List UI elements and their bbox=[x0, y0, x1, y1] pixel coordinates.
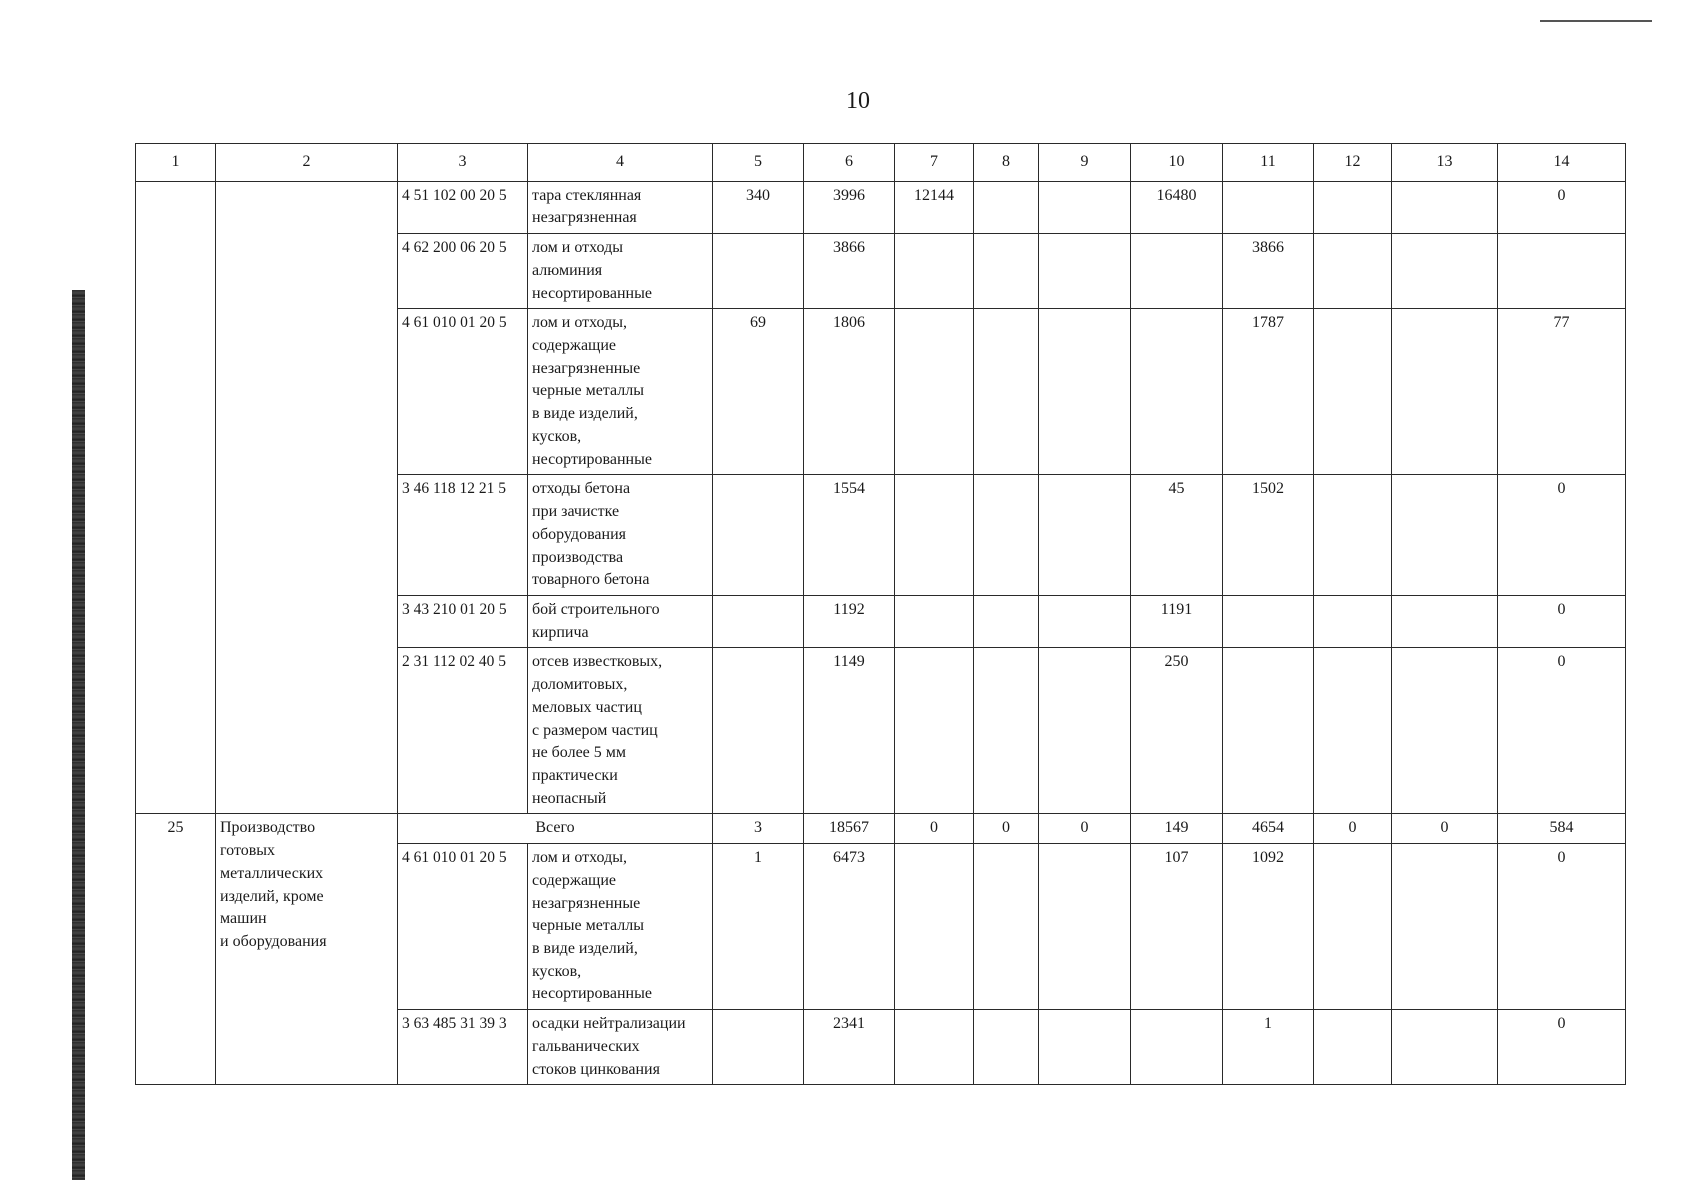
value-col-8 bbox=[974, 309, 1039, 475]
value-col-5 bbox=[713, 595, 804, 647]
waste-name-line: черные металлы bbox=[532, 917, 644, 935]
value-col-11: 1502 bbox=[1223, 475, 1314, 596]
value-col-14: 0 bbox=[1498, 1010, 1626, 1085]
value-col-5: 340 bbox=[713, 181, 804, 233]
waste-name-line: производства bbox=[532, 548, 624, 566]
value-col-6: 6473 bbox=[804, 844, 895, 1010]
row-number-cell bbox=[136, 181, 216, 814]
value-col-7: 0 bbox=[895, 814, 974, 844]
waste-name-line: незагрязненные bbox=[532, 894, 641, 912]
value-col-7: 12144 bbox=[895, 181, 974, 233]
waste-name-line: стоков цинкования bbox=[532, 1060, 660, 1078]
value-col-11 bbox=[1223, 181, 1314, 233]
waste-name-line: доломитовых, bbox=[532, 676, 628, 694]
value-col-13 bbox=[1392, 309, 1498, 475]
header-col-4: 4 bbox=[528, 144, 713, 182]
header-row bbox=[136, 144, 1626, 182]
waste-code: 4 61 010 01 20 5 bbox=[398, 844, 528, 1010]
value-col-8 bbox=[974, 475, 1039, 596]
value-col-11: 1787 bbox=[1223, 309, 1314, 475]
value-col-5: 1 bbox=[713, 844, 804, 1010]
value-col-6: 2341 bbox=[804, 1010, 895, 1085]
total-row bbox=[136, 814, 1626, 844]
activity-line: металлических bbox=[220, 864, 324, 882]
value-col-12 bbox=[1314, 648, 1392, 814]
waste-name-line: лом и отходы, bbox=[532, 314, 627, 332]
value-col-11: 4654 bbox=[1223, 814, 1314, 844]
waste-name-line: черные металлы bbox=[532, 382, 644, 400]
value-col-9 bbox=[1039, 475, 1131, 596]
waste-name-line: в виде изделий, bbox=[532, 940, 638, 957]
waste-name-line: гальванических bbox=[532, 1037, 640, 1055]
value-col-12 bbox=[1314, 234, 1392, 309]
waste-name-line: тара стеклянная bbox=[532, 186, 642, 204]
value-col-7 bbox=[895, 475, 974, 596]
waste-name-line: не более 5 мм bbox=[532, 744, 627, 762]
value-col-12 bbox=[1314, 1010, 1392, 1085]
waste-name-line: отходы бетона bbox=[532, 480, 631, 498]
value-col-14: 77 bbox=[1498, 309, 1626, 475]
waste-name-line: практически bbox=[532, 766, 618, 784]
value-col-14: 584 bbox=[1498, 814, 1626, 844]
header-col-7: 7 bbox=[895, 144, 974, 182]
value-col-10: 45 bbox=[1131, 475, 1223, 596]
value-col-6: 18567 bbox=[804, 814, 895, 844]
value-col-13: 0 bbox=[1392, 814, 1498, 844]
waste-name-cell bbox=[528, 475, 713, 596]
value-col-10: 16480 bbox=[1131, 181, 1223, 233]
waste-name-line: с размером частиц bbox=[532, 721, 658, 739]
value-col-8 bbox=[974, 648, 1039, 814]
value-col-14: 0 bbox=[1498, 181, 1626, 233]
waste-name-line: содержащие bbox=[532, 871, 617, 889]
value-col-12 bbox=[1314, 475, 1392, 596]
waste-name-line: кусков, bbox=[532, 962, 582, 980]
value-col-13 bbox=[1392, 595, 1498, 647]
waste-name-line: неопасный bbox=[532, 789, 607, 807]
waste-name-line: оборудования bbox=[532, 525, 626, 543]
waste-name-line: алюминия bbox=[532, 261, 603, 279]
value-col-9: 0 bbox=[1039, 814, 1131, 844]
header-col-6: 6 bbox=[804, 144, 895, 182]
value-col-14: 0 bbox=[1498, 595, 1626, 647]
value-col-9 bbox=[1039, 234, 1131, 309]
activity-line: изделий, кроме bbox=[220, 887, 324, 905]
value-col-6: 1149 bbox=[804, 648, 895, 814]
value-col-10: 149 bbox=[1131, 814, 1223, 844]
header-col-9: 9 bbox=[1039, 144, 1131, 182]
value-col-11 bbox=[1223, 648, 1314, 814]
waste-name-line: несортированные bbox=[532, 985, 652, 1003]
scan-edge-shadow bbox=[72, 290, 85, 1180]
waste-name-line: несортированные bbox=[532, 284, 652, 302]
value-col-13 bbox=[1392, 234, 1498, 309]
value-col-11: 1 bbox=[1223, 1010, 1314, 1085]
activity-line: Производство bbox=[220, 819, 316, 837]
total-label: Всего bbox=[398, 814, 713, 844]
value-col-11: 3866 bbox=[1223, 234, 1314, 309]
value-col-7 bbox=[895, 595, 974, 647]
header-col-5: 5 bbox=[713, 144, 804, 182]
table-row bbox=[136, 181, 1626, 233]
waste-code: 4 51 102 00 20 5 bbox=[398, 181, 528, 233]
value-col-8 bbox=[974, 181, 1039, 233]
activity-line: готовых bbox=[220, 842, 276, 860]
value-col-8: 0 bbox=[974, 814, 1039, 844]
value-col-13 bbox=[1392, 1010, 1498, 1085]
waste-name-cell bbox=[528, 309, 713, 475]
value-col-6: 3866 bbox=[804, 234, 895, 309]
value-col-5: 3 bbox=[713, 814, 804, 844]
waste-code: 3 43 210 01 20 5 bbox=[398, 595, 528, 647]
waste-name-line: несортированные bbox=[532, 450, 652, 468]
value-col-9 bbox=[1039, 648, 1131, 814]
value-col-14: 0 bbox=[1498, 844, 1626, 1010]
header-col-13: 13 bbox=[1392, 144, 1498, 182]
waste-name-line: лом и отходы bbox=[532, 239, 623, 257]
waste-name-line: незагрязненные bbox=[532, 359, 641, 377]
waste-name-cell bbox=[528, 648, 713, 814]
value-col-9 bbox=[1039, 1010, 1131, 1085]
waste-name-line: бой строительного bbox=[532, 600, 660, 618]
value-col-7 bbox=[895, 648, 974, 814]
header-col-12: 12 bbox=[1314, 144, 1392, 182]
value-col-13 bbox=[1392, 181, 1498, 233]
value-col-6: 3996 bbox=[804, 181, 895, 233]
waste-name-line: при зачистке bbox=[532, 503, 620, 521]
waste-name-line: отсев известковых, bbox=[532, 653, 663, 671]
value-col-12 bbox=[1314, 309, 1392, 475]
value-col-13 bbox=[1392, 475, 1498, 596]
waste-code: 3 46 118 12 21 5 bbox=[398, 475, 528, 596]
value-col-13 bbox=[1392, 648, 1498, 814]
header-col-1: 1 bbox=[136, 144, 216, 182]
page-number: 10 bbox=[846, 88, 870, 114]
waste-name-line: незагрязненная bbox=[532, 209, 637, 227]
header-col-8: 8 bbox=[974, 144, 1039, 182]
header-col-14: 14 bbox=[1498, 144, 1626, 182]
waste-name-cell bbox=[528, 234, 713, 309]
waste-name-cell bbox=[528, 181, 713, 233]
value-col-5 bbox=[713, 234, 804, 309]
value-col-14: 0 bbox=[1498, 475, 1626, 596]
waste-name-cell bbox=[528, 1010, 713, 1085]
activity-cell bbox=[216, 181, 398, 814]
value-col-10 bbox=[1131, 1010, 1223, 1085]
waste-name-line: осадки нейтрализации bbox=[532, 1015, 686, 1033]
row-number-cell: 25 bbox=[136, 814, 216, 1085]
waste-name-line: меловых частиц bbox=[532, 698, 642, 716]
value-col-10: 107 bbox=[1131, 844, 1223, 1010]
value-col-9 bbox=[1039, 844, 1131, 1010]
value-col-5 bbox=[713, 1010, 804, 1085]
value-col-10 bbox=[1131, 309, 1223, 475]
value-col-6: 1192 bbox=[804, 595, 895, 647]
value-col-10: 1191 bbox=[1131, 595, 1223, 647]
header-col-11: 11 bbox=[1223, 144, 1314, 182]
top-rule bbox=[1540, 20, 1652, 22]
value-col-5 bbox=[713, 475, 804, 596]
waste-name-line: содержащие bbox=[532, 337, 617, 355]
waste-name-line: лом и отходы, bbox=[532, 849, 627, 867]
header-col-2: 2 bbox=[216, 144, 398, 182]
value-col-8 bbox=[974, 844, 1039, 1010]
waste-name-line: кусков, bbox=[532, 427, 582, 445]
value-col-5 bbox=[713, 648, 804, 814]
value-col-6: 1806 bbox=[804, 309, 895, 475]
value-col-14: 0 bbox=[1498, 648, 1626, 814]
value-col-10: 250 bbox=[1131, 648, 1223, 814]
value-col-8 bbox=[974, 595, 1039, 647]
value-col-12 bbox=[1314, 181, 1392, 233]
value-col-8 bbox=[974, 1010, 1039, 1085]
value-col-5: 69 bbox=[713, 309, 804, 475]
value-col-11: 1092 bbox=[1223, 844, 1314, 1010]
waste-name-line: в виде изделий, bbox=[532, 405, 638, 423]
value-col-9 bbox=[1039, 181, 1131, 233]
activity-line: машин bbox=[220, 910, 267, 928]
value-col-9 bbox=[1039, 309, 1131, 475]
value-col-7 bbox=[895, 844, 974, 1010]
waste-code: 2 31 112 02 40 5 bbox=[398, 648, 528, 814]
waste-name-line: товарного бетона bbox=[532, 571, 650, 589]
waste-name-cell bbox=[528, 595, 713, 647]
value-col-10 bbox=[1131, 234, 1223, 309]
value-col-12 bbox=[1314, 844, 1392, 1010]
value-col-7 bbox=[895, 1010, 974, 1085]
value-col-11 bbox=[1223, 595, 1314, 647]
value-col-13 bbox=[1392, 844, 1498, 1010]
waste-code: 4 61 010 01 20 5 bbox=[398, 309, 528, 475]
value-col-12: 0 bbox=[1314, 814, 1392, 844]
waste-code: 3 63 485 31 39 3 bbox=[398, 1010, 528, 1085]
waste-code: 4 62 200 06 20 5 bbox=[398, 234, 528, 309]
value-col-9 bbox=[1039, 595, 1131, 647]
waste-name-line: кирпича bbox=[532, 623, 589, 641]
waste-table bbox=[135, 143, 1626, 1085]
value-col-8 bbox=[974, 234, 1039, 309]
value-col-14 bbox=[1498, 234, 1626, 309]
activity-cell bbox=[216, 814, 398, 1085]
waste-name-cell bbox=[528, 844, 713, 1010]
header-col-10: 10 bbox=[1131, 144, 1223, 182]
value-col-7 bbox=[895, 234, 974, 309]
value-col-7 bbox=[895, 309, 974, 475]
header-col-3: 3 bbox=[398, 144, 528, 182]
value-col-12 bbox=[1314, 595, 1392, 647]
activity-line: и оборудования bbox=[220, 933, 327, 950]
value-col-6: 1554 bbox=[804, 475, 895, 596]
